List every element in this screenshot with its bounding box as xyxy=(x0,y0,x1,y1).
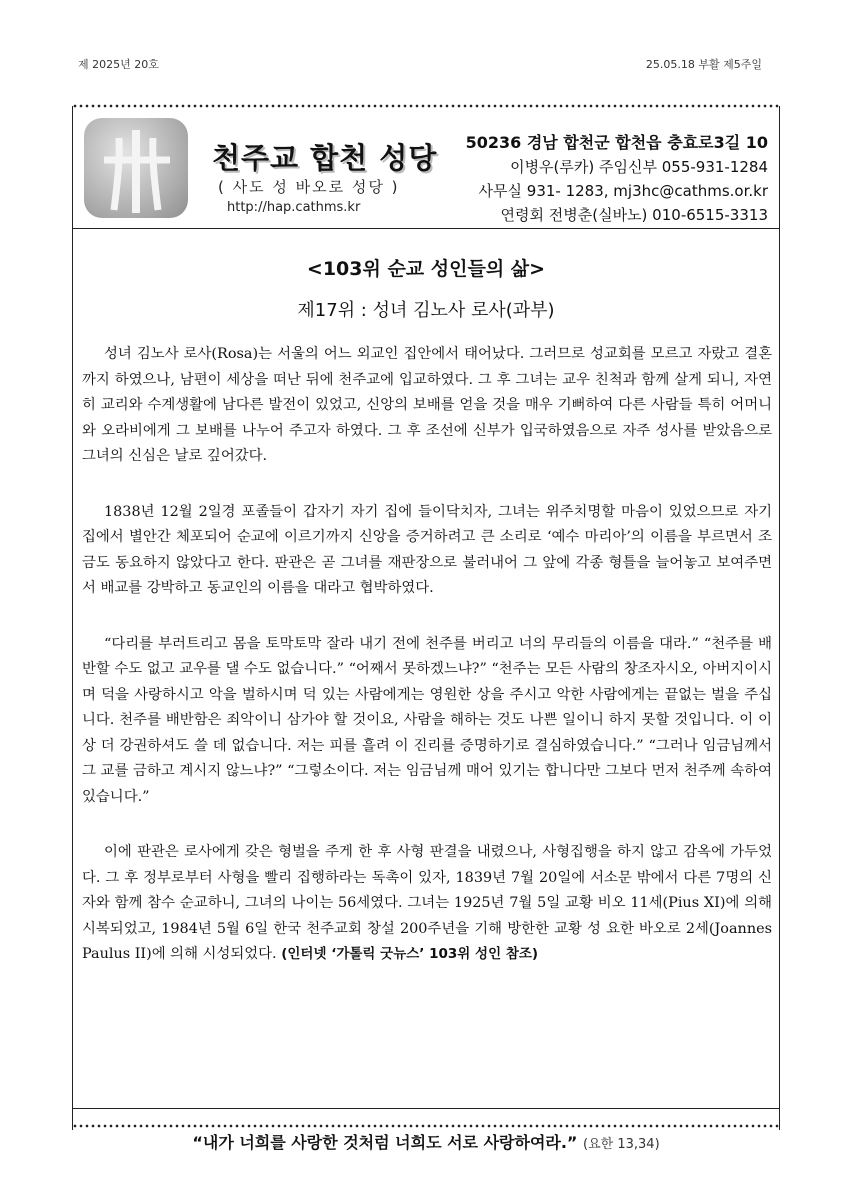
footer-quote: “내가 너희를 사랑한 것처럼 너희도 서로 사랑하여라.” xyxy=(192,1133,578,1152)
footer-reference: (요한 13,34) xyxy=(583,1137,660,1152)
pastor-contact: 이병우(루카) 주임신부 055-931-1284 xyxy=(510,158,768,176)
article-body xyxy=(82,342,772,968)
paragraph-1: 성녀 김노사 로사(Rosa)는 서울의 어느 외교인 집안에서 태어났다. 그러므로 성교회를 모르고 자랐고 결혼까지 하였으나, 남편이 세상을 떠난 뒤에 천주교에 입교하였다. 그 후 그녀는 교우 친척과 함께 살게 되니, 자연히 교리와 수계생활에 남다른 발전이 있었고, 신앙의 보배를 얻을 것을 매우 기뻐하여 다른 사람들 특히 어머니와 오라비에게 그 보배를 나누어 주고자 하였다. 그 후 조선에 신부가 입국하였음으로 자주 성사를 받았음으로 그녀의 신심은 날로 깊어갔다. xyxy=(82,346,772,464)
office-contact: 사무실 931- 1283, mj3hc@cathms.or.kr xyxy=(478,182,768,200)
paragraph-3: “다리를 부러트리고 몸을 토막토막 잘라 내기 전에 천주를 버리고 너의 무리들의 이름을 대라.” “천주를 배반할 수도 없고 교우를 댈 수도 없습니다.” “어째서 못하겠느냐?” “천주는 모든 사람의 창조자시오, 아버지이시며 덕을 사랑하시고 악을 벌하시며 덕 있는 사람에게는 영원한 상을 주시고 악한 사람에게는 끝없는 벌을 주십니다. 천주를 배반함은 죄악이니 삼가야 할 것이요, 사람을 해하는 것도 나쁜 일이니 하지 못할 것입니다. 이 이상 더 강권하셔도 쓸 데 없습니다. 저는 피를 흘려 이 진리를 증명하기로 결심하였습니다.” “그러나 임금님께서 그 교를 금하고 계시지 않느냐?” “그렇소이다. 저는 임금님께 매어 있기는 합니다만 그보다 먼저 천주께 속하여 있습니다.” xyxy=(82,635,772,805)
issue-date: 25.05.18 부활 제5주일 xyxy=(645,58,762,71)
source-note: (인터넷 ‘가톨릭 굿뉴스’ 103위 성인 참조) xyxy=(281,946,539,962)
issue-number: 제 2025년 20호 xyxy=(78,58,159,71)
article-title: <103위 순교 성인들의 삶> xyxy=(306,258,546,280)
footer-quote-line xyxy=(72,1130,780,1153)
bulletin-header xyxy=(72,110,780,222)
bottom-dotted-border xyxy=(72,1124,780,1128)
church-logo xyxy=(84,118,188,218)
cross-icon xyxy=(84,118,188,218)
body-bottom-border xyxy=(72,1108,780,1109)
paragraph-4-text: 이에 판관은 로사에게 갖은 형벌을 주게 한 후 사형 판결을 내렸으나, 사형집행을 하지 않고 감옥에 가두었다. 그 후 정부로부터 사형을 빨리 집행하라는 독촉이 있자, 1839년 7월 20일에 서소문 밖에서 다른 7명의 신자와 함께 참수 순교하니, 그녀의 나이는 56세였다. 그녀는 1925년 7월 5일 교황 비오 11세(Pius XI)에 의해 시복되었고, 1984년 5월 6일 한국 천주교회 창설 200주년을 기해 방한한 교황 성 요한 바오로 2세(Joannes Paulus II)에 의해 시성되었다. xyxy=(82,844,772,962)
church-url[interactable]: http://hap.cathms.kr xyxy=(227,200,361,215)
church-address: 50236 경남 합천군 합천읍 충효로3길 10 xyxy=(465,133,768,152)
header-divider xyxy=(72,228,780,229)
paragraph-2: 1838년 12월 2일경 포졸들이 갑자기 자기 집에 들이닥치자, 그녀는 위주치명할 마음이 있었으므로 자기 집에서 별안간 체포되어 순교에 이르기까지 신앙을 증거하려고 큰 소리로 ‘예수 마리아’의 이름을 부르면서 조금도 동요하지 않았다고 한다. 판관은 곧 그녀를 재판장으로 불러내어 그 앞에 각종 형틀을 늘어놓고 보여주면서 배교를 강박하고 동교인의 이름을 대라고 협박하였다. xyxy=(82,503,772,596)
article-subtitle: 제17위 : 성녀 김노사 로사(과부) xyxy=(297,300,555,321)
paragraph-4 xyxy=(82,840,772,968)
church-subtitle: ( 사도 성 바오로 성당 ) xyxy=(218,178,400,196)
church-name: 천주교 합천 성당 xyxy=(212,141,438,175)
council-contact: 연령회 전병춘(실바노) 010-6515-3313 xyxy=(500,206,768,224)
